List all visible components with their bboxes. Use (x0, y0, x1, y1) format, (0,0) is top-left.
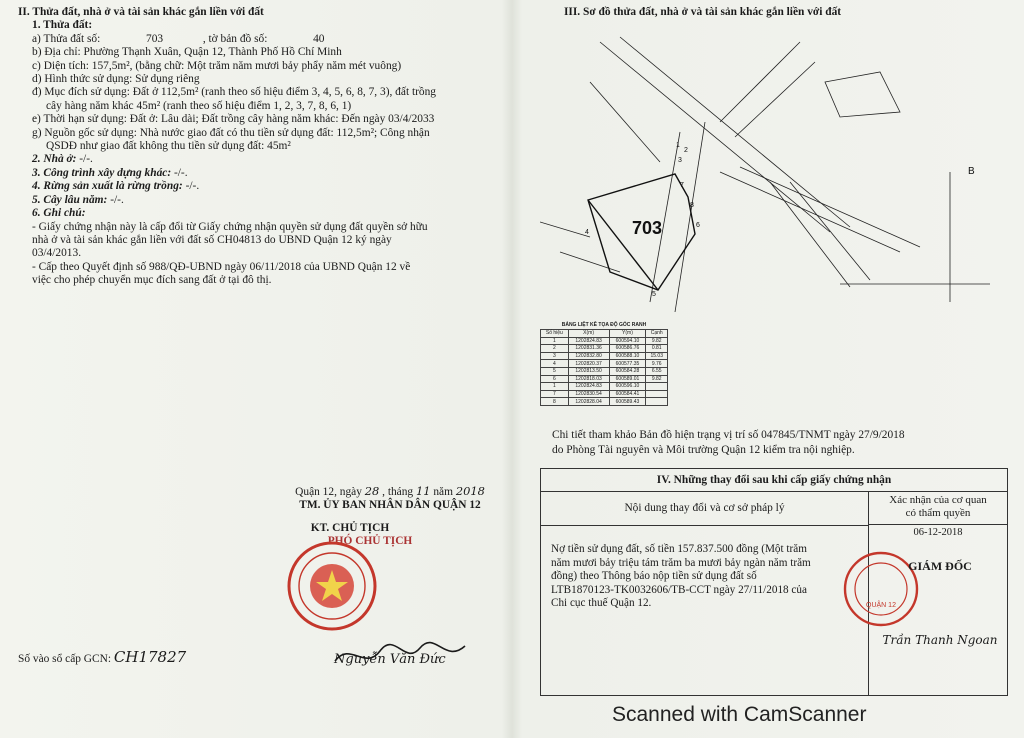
coord-header-edge: Cạnh (646, 330, 668, 338)
coordinate-table-title: BẢNG LIỆT KÊ TỌA ĐỘ GÓC RANH (561, 322, 647, 328)
coordinate-cell: 6.55 (646, 367, 668, 375)
house-value: -/-. (79, 153, 93, 166)
coordinate-row (541, 375, 668, 383)
coord-header-x: X(m) (568, 330, 609, 338)
coordinate-cell: 600577.35 (609, 360, 646, 368)
coord-header-y: Y(m) (609, 330, 646, 338)
construction-value: -/-. (173, 166, 188, 179)
coordinate-cell: 1202828.04 (568, 398, 609, 406)
authority-title: KT. CHỦ TỊCH (310, 522, 390, 534)
heading-construction: 3. Công trình xây dựng khác: (32, 166, 172, 179)
coord-header-id: Số hiệu (541, 330, 569, 338)
coordinate-cell: 1202824.83 (568, 383, 609, 391)
coordinate-cell: 2 (541, 345, 569, 353)
coordinate-cell: 15.03 (646, 352, 668, 360)
north-label: B (968, 166, 975, 177)
coordinate-row (541, 337, 668, 345)
section-title-map: III. Sơ đồ thửa đất, nhà ở và tài sản khác gắn liền với đất (564, 6, 842, 18)
svg-text:5: 5 (652, 291, 656, 298)
note-2-cont: việc cho phép chuyển mục đích sang đất ở tại đô thị. (32, 274, 272, 287)
confirm-header-1: Xác nhận của cơ quan (889, 494, 987, 506)
coordinate-cell: 1202818.03 (568, 375, 609, 383)
svg-text:6: 6 (696, 222, 700, 229)
svg-text:7: 7 (680, 182, 684, 189)
director-title: GIÁM ĐỐC (908, 559, 972, 573)
issue-month: 11 (416, 484, 431, 498)
coordinate-cell: 1202813.50 (568, 367, 609, 375)
changes-title: IV. Những thay đổi sau khi cấp giấy chứng nhận (541, 469, 1007, 492)
land-details-section (18, 6, 506, 288)
usage-term-line: e) Thời hạn sử dụng: Đất ở: Lâu dài; Đất trồng cây hàng năm khác: Đến ngày 03/4/2033 (32, 113, 435, 126)
note-1: - Giấy chứng nhận này là cấp đổi từ Giấy chứng nhận quyền sử dụng đất quyền sở hữu (32, 220, 428, 233)
coordinate-row (541, 383, 668, 391)
parcel-number: 703 (146, 32, 164, 45)
coordinate-cell: 0.81 (646, 345, 668, 353)
section-title-land: II. Thửa đất, nhà ở và tài sản khác gắn liền với đất (18, 6, 264, 18)
coordinate-cell: 600588.10 (609, 352, 646, 360)
coordinate-row (541, 360, 668, 368)
coordinate-cell: 1 (541, 337, 569, 345)
coordinate-cell (646, 390, 668, 398)
address-line: b) Địa chỉ: Phường Thạnh Xuân, Quận 12, Thành Phố Hồ Chí Minh (32, 46, 342, 59)
coordinate-cell: 1202831.36 (568, 345, 609, 353)
changes-table (540, 468, 1008, 696)
parcel-label: a) Thửa đất số: (32, 32, 101, 45)
perennial-value: -/-. (110, 193, 124, 206)
svg-text:3: 3 (678, 157, 682, 164)
coordinate-cell: 6 (541, 375, 569, 383)
svg-text:1: 1 (676, 142, 680, 149)
coordinate-table (540, 322, 668, 406)
coordinate-row (541, 345, 668, 353)
coordinate-cell: 1202824.83 (568, 337, 609, 345)
coordinate-row (541, 367, 668, 375)
coordinate-cell: 600584.28 (609, 367, 646, 375)
registry-number: CH17827 (113, 648, 187, 666)
changes-col-confirm (869, 491, 1007, 525)
parcel-map (540, 22, 1020, 322)
changes-col-content: Nội dung thay đổi và cơ sở pháp lý (541, 491, 869, 526)
coordinate-cell: 9.82 (646, 337, 668, 345)
coordinate-cell: 5 (541, 367, 569, 375)
usage-purpose-line: đ) Mục đích sử dụng: Đất ở 112,5m² (ranh theo số hiệu điểm 3, 4, 5, 6, 8, 7, 3), đất trồng (32, 86, 436, 99)
coordinate-cell: 1202830.54 (568, 390, 609, 398)
svg-text:2: 2 (684, 147, 688, 154)
coordinate-row (541, 352, 668, 360)
heading-notes: 6. Ghi chú: (32, 207, 86, 220)
usage-form-line: d) Hình thức sử dụng: Sử dụng riêng (32, 73, 200, 86)
change-line-3: đồng) theo Thông báo nộp tiền sử dụng đất số (551, 570, 757, 583)
change-line-1: Nợ tiền sử dụng đất, số tiền 157.837.500 đồng (Một trăm (551, 543, 807, 555)
stamp-text: QUẬN 12 (866, 602, 896, 609)
scanner-watermark: Scanned with CamScanner (612, 703, 867, 726)
heading-forest: 4. Rừng sản xuất là rừng trồng: (32, 180, 183, 193)
coordinate-cell: 1 (541, 383, 569, 391)
heading-house: 2. Nhà ở: (32, 153, 77, 166)
usage-purpose-line-2: cây hàng năm khác 45m² (ranh theo số hiệu điểm 1, 2, 3, 7, 8, 6, 1) (46, 99, 352, 112)
coordinate-table-header (541, 330, 668, 338)
map-sheet-number: 40 (313, 32, 325, 45)
coordinate-cell (646, 383, 668, 391)
origin-line-2: QSDĐ như giao đất không thu tiền sử dụng đất: 45m² (46, 140, 291, 153)
area-line: c) Diện tích: 157,5m², (bằng chữ: Một trăm năm mươi bảy phẩy năm mét vuông) (32, 59, 402, 72)
coordinate-cell: 9.82 (646, 375, 668, 383)
issue-date (270, 484, 510, 498)
parcel-number-label: 703 (632, 218, 663, 238)
forest-value: -/-. (185, 180, 200, 193)
coordinate-cell: 7 (541, 390, 569, 398)
coordinate-cell: 600589.43 (609, 398, 646, 406)
registry-label: Số vào sổ cấp GCN: (18, 653, 112, 665)
issue-month-label: , tháng (382, 486, 414, 498)
change-line-4: LTB1870123-TK0032606/TB-CCT ngày 27/11/2018 của (551, 583, 807, 596)
issuing-authority: TM. ỦY BAN NHÂN DÂN QUẬN 12 (299, 499, 481, 511)
heading-perennial: 5. Cây lâu năm: (32, 193, 108, 206)
registry-line (18, 648, 186, 666)
origin-line: g) Nguồn gốc sử dụng: Nhà nước giao đất có thu tiền sử dụng đất: 112,5m²; Công nhận (32, 126, 430, 139)
svg-text:4: 4 (585, 229, 589, 236)
coordinate-cell: 1202820.37 (568, 360, 609, 368)
change-line-2: năm mươi bảy triệu tám trăm ba mươi bảy ngàn năm trăm (551, 556, 811, 569)
note-1-cont: nhà ở và tài sản khác gắn liền với đất số CH04813 do UBND Quận 12 ký ngày (32, 233, 392, 246)
map-reference-line-1: Chi tiết tham khảo Bản đồ hiện trạng vị trí số 047845/TNMT ngày 27/9/2018 (552, 429, 905, 441)
coordinate-cell: 8 (541, 398, 569, 406)
map-sheet-label: , tờ bản đồ số: (202, 32, 268, 45)
coordinate-cell (646, 398, 668, 406)
change-date: 06-12-2018 (913, 527, 963, 538)
red-seal-left (286, 540, 378, 632)
issue-date-prefix: Quận 12, ngày (295, 486, 362, 498)
coordinate-row (541, 398, 668, 406)
authority-position: PHÓ CHỦ TỊCH (327, 535, 413, 547)
note-2: - Cấp theo Quyết định số 988/QĐ-UBND ngày 06/11/2018 của UBND Quận 12 về (32, 260, 411, 273)
coordinate-cell: 600586.76 (609, 345, 646, 353)
map-reference-note (552, 428, 992, 458)
coordinate-cell: 600589.01 (609, 375, 646, 383)
coordinate-cell: 1202832.80 (568, 352, 609, 360)
svg-text:8: 8 (690, 202, 694, 209)
director-name: Trần Thanh Ngoan (882, 633, 998, 647)
heading-parcel: 1. Thửa đất: (32, 19, 93, 32)
coordinate-row (541, 390, 668, 398)
change-line-5: Chi cục thuế Quận 12. (551, 597, 652, 610)
change-entry (551, 543, 863, 611)
issue-day: 28 (364, 484, 380, 498)
coordinate-cell: 600584.41 (609, 390, 646, 398)
confirm-header-2: có thẩm quyền (905, 507, 971, 519)
coordinate-cell: 9.76 (646, 360, 668, 368)
signer-name: Nguyễn Văn Đức (334, 652, 446, 667)
note-1-date: 03/4/2013. (32, 247, 82, 260)
issue-year-label: năm (433, 486, 453, 498)
coordinate-cell: 4 (541, 360, 569, 368)
coordinate-cell: 3 (541, 352, 569, 360)
map-reference-line-2: do Phòng Tài nguyên và Môi trường Quận 12 kiểm tra nội nghiệp. (552, 444, 855, 456)
issue-year: 2018 (455, 484, 485, 498)
parcel-number-line (18, 33, 506, 46)
coordinate-cell: 600594.10 (609, 337, 646, 345)
coordinate-cell: 600596.10 (609, 383, 646, 391)
